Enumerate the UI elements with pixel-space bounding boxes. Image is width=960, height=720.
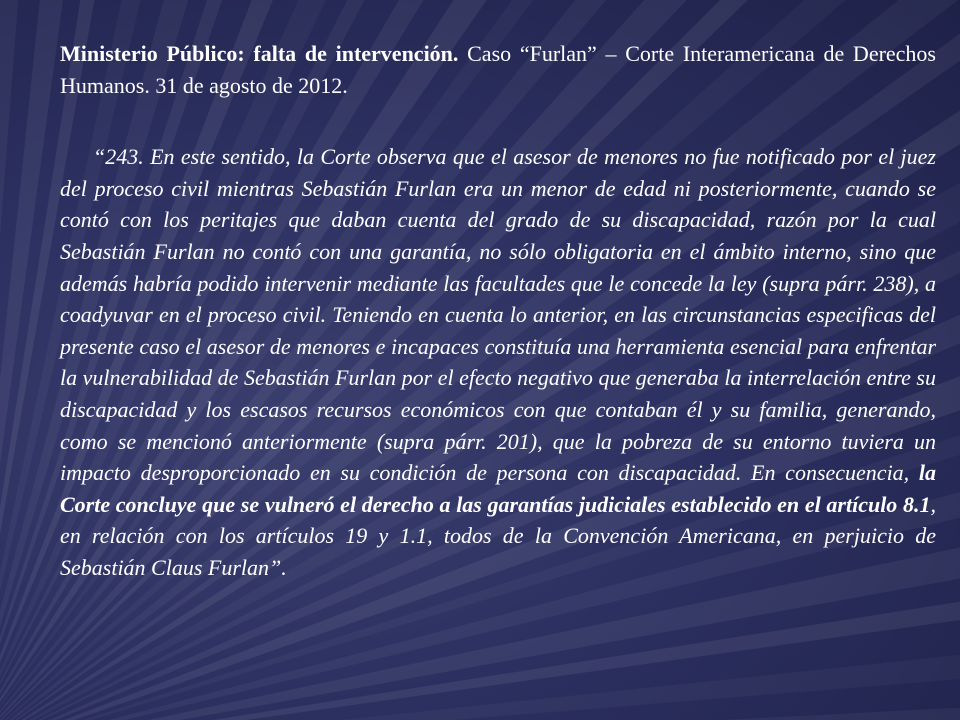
heading-bold: Ministerio Público: falta de intervención. bbox=[60, 41, 459, 66]
heading-rest: Caso “Furlan” – Corte Interamericana de Derechos Humanos. 31 de agosto de 2012. bbox=[60, 41, 936, 98]
court-quote bbox=[60, 141, 936, 583]
quote-part1: “243. En este sentido, la Corte observa que el asesor de menores no fue notificado por el juez del proceso civil mientras Sebastián Furlan era un menor de edad ni posteriormente, cuando se contó con los peritajes que daban cuenta del grado de su discapacidad, razón por la cual Sebastián Furlan no contó con una garantía, no sólo obligatoria en el ámbito interno, sino que además habría podido intervenir mediante las facultades que le concede la ley (supra párr. 238), a coadyuvar en el proceso civil. Teniendo en cuenta lo anterior, en las circunstancias especificas del presente caso el asesor de menores e incapaces constituía una herramienta esencial para enfrentar la vulnerabilidad de Sebastián Furlan por el efecto negativo que generaba la interrelación entre su discapacidad y los escasos recursos económicos con que contaban él y su familia, generando, como se mencionó anteriormente (supra párr. 201), que la pobreza de su entorno tuviera un impacto desproporcionado en su condición de persona con discapacidad. En consecuencia, bbox=[60, 144, 936, 486]
slide-content bbox=[60, 38, 936, 584]
quote-bold: la Corte concluye que se vulneró el derecho a las garantías judiciales establecido en el artículo 8.1 bbox=[60, 460, 936, 517]
slide-heading bbox=[60, 38, 936, 101]
quote-part2: , en relación con los artículos 19 y 1.1, todos de la Convención Americana, en perjuicio de Sebastián Claus Furlan”. bbox=[60, 491, 936, 580]
